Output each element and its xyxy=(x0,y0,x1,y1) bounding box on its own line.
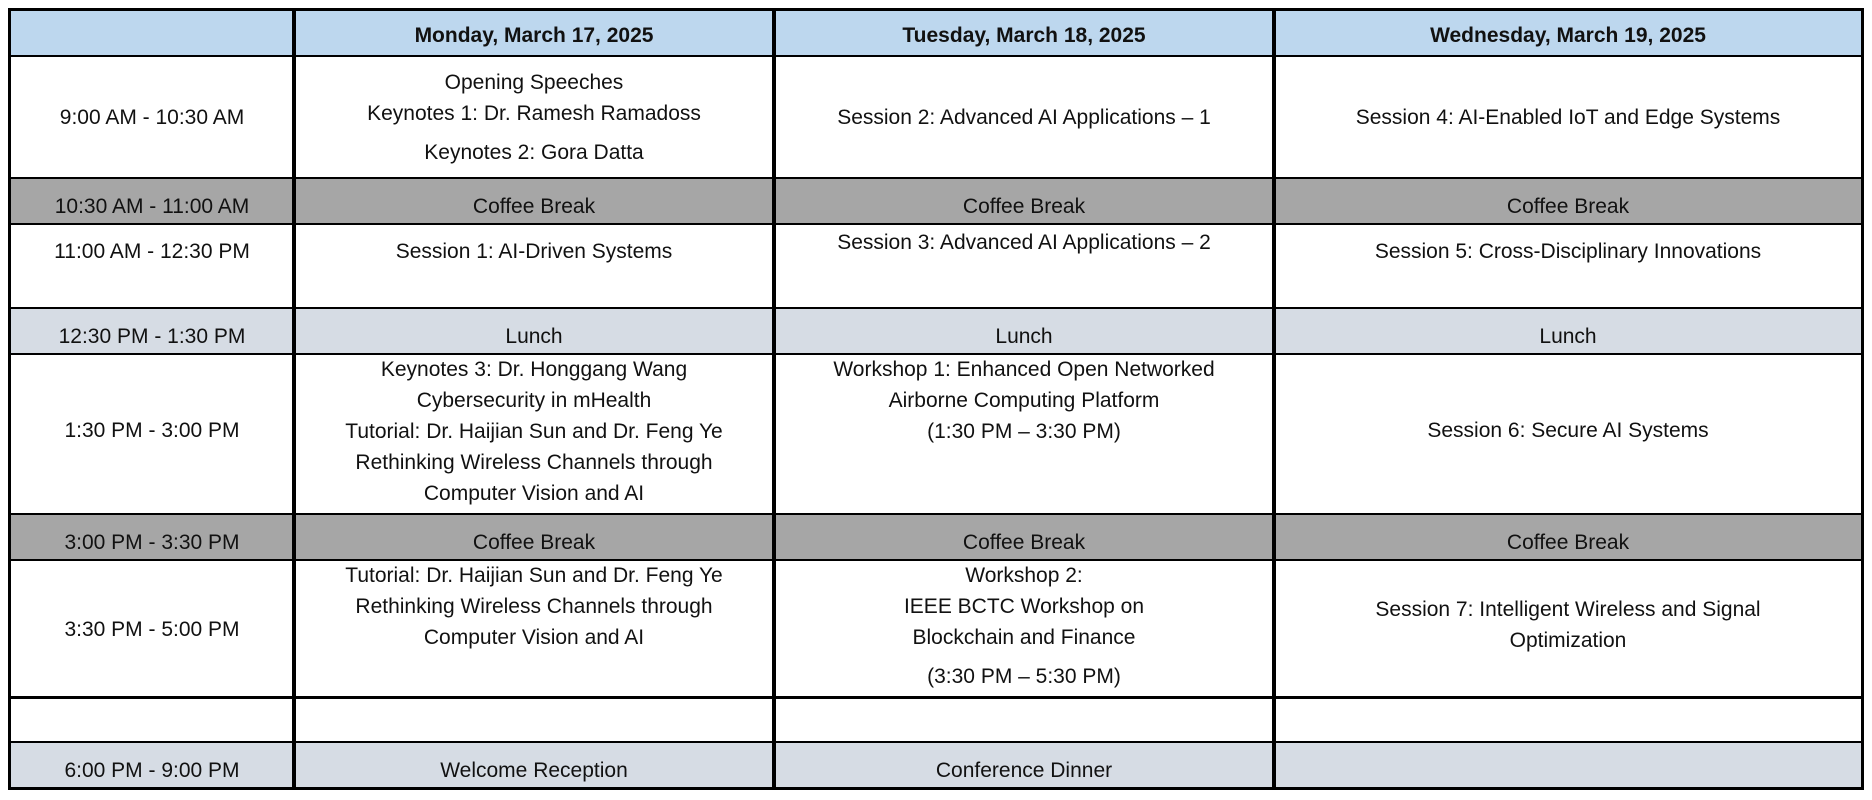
monday-cell xyxy=(294,224,774,308)
grid-line xyxy=(1861,8,1864,790)
entry-line: Lunch xyxy=(505,325,563,348)
time-cell xyxy=(10,224,294,308)
entry-line: Opening Speeches xyxy=(444,70,624,94)
grid-line xyxy=(292,8,296,790)
header-day-wednesday xyxy=(1274,10,1862,56)
tuesday-cell xyxy=(774,56,1274,178)
time-cell xyxy=(10,514,294,560)
entry-line: Keynotes 2: Gora Datta xyxy=(424,140,644,164)
entry-line: Computer Vision and AI xyxy=(423,482,645,505)
monday-cell xyxy=(294,308,774,354)
entry-line: Coffee Break xyxy=(1506,195,1630,218)
grid-line xyxy=(8,8,11,790)
monday-cell xyxy=(294,560,774,698)
entry-line: Session 7: Intelligent Wireless and Signal xyxy=(1375,598,1761,621)
grid-line xyxy=(8,787,1864,790)
wednesday-cell xyxy=(1274,224,1862,308)
entry-line: Optimization xyxy=(1509,629,1627,652)
time-cell xyxy=(10,698,294,742)
grid-line xyxy=(772,8,776,790)
wednesday-cell xyxy=(1274,514,1862,560)
wednesday-cell xyxy=(1274,698,1862,742)
entry-line: Session 2: Advanced AI Applications – 1 xyxy=(837,105,1211,129)
entry-line: Lunch xyxy=(1539,325,1597,348)
entry-line: Keynotes 1: Dr. Ramesh Ramadoss xyxy=(367,101,701,125)
wednesday-cell xyxy=(1274,56,1862,178)
tuesday-cell xyxy=(774,308,1274,354)
header-text: Monday, March 17, 2025 xyxy=(414,23,654,47)
entry-line: Session 5: Cross-Disciplinary Innovations xyxy=(1374,240,1762,263)
entry-line: Rethinking Wireless Channels through xyxy=(355,451,713,474)
entry-line: Rethinking Wireless Channels through xyxy=(355,595,713,618)
entry-line: Lunch xyxy=(995,325,1053,348)
time-cell xyxy=(10,560,294,698)
tuesday-cell xyxy=(774,560,1274,698)
entry-line: Welcome Reception xyxy=(440,759,628,782)
entry-line: Computer Vision and AI xyxy=(423,626,645,649)
entry-line: (1:30 PM – 3:30 PM) xyxy=(927,420,1121,443)
tuesday-cell xyxy=(774,224,1274,308)
monday-cell xyxy=(294,178,774,224)
header-text: Wednesday, March 19, 2025 xyxy=(1430,23,1706,47)
entry-line: Coffee Break xyxy=(962,195,1086,218)
entry-line: Cybersecurity in mHealth xyxy=(416,389,652,412)
entry-line: Coffee Break xyxy=(472,531,596,554)
entry-line: Tutorial: Dr. Haijian Sun and Dr. Feng Ye xyxy=(345,420,723,443)
time-label: 10:30 AM - 11:00 AM xyxy=(54,195,250,218)
monday-cell xyxy=(294,514,774,560)
header-time-cell xyxy=(10,10,294,56)
grid-line xyxy=(8,696,1864,699)
grid-line xyxy=(8,8,1864,11)
wednesday-cell xyxy=(1274,354,1862,514)
time-cell xyxy=(10,308,294,354)
tuesday-cell xyxy=(774,178,1274,224)
tuesday-cell xyxy=(774,354,1274,514)
time-label: 3:30 PM - 5:00 PM xyxy=(64,617,240,641)
entry-line: Tutorial: Dr. Haijian Sun and Dr. Feng Ye xyxy=(345,564,723,587)
wednesday-cell xyxy=(1274,742,1862,788)
wednesday-cell xyxy=(1274,308,1862,354)
wednesday-cell xyxy=(1274,560,1862,698)
wednesday-cell xyxy=(1274,178,1862,224)
header-day-tuesday xyxy=(774,10,1274,56)
time-label: 1:30 PM - 3:00 PM xyxy=(64,418,240,442)
entry-line: Coffee Break xyxy=(472,195,596,218)
header-text: Tuesday, March 18, 2025 xyxy=(902,23,1146,47)
entry-line: Workshop 2: xyxy=(965,564,1083,587)
time-label: 3:00 PM - 3:30 PM xyxy=(64,531,240,554)
entry-line: Conference Dinner xyxy=(935,759,1113,782)
monday-cell xyxy=(294,742,774,788)
time-label: 12:30 PM - 1:30 PM xyxy=(58,325,246,348)
grid-line xyxy=(8,741,1864,743)
tuesday-cell xyxy=(774,742,1274,788)
monday-cell xyxy=(294,354,774,514)
grid-line xyxy=(8,177,1864,179)
grid-line xyxy=(8,353,1864,355)
entry-line: Coffee Break xyxy=(1506,531,1630,554)
tuesday-cell xyxy=(774,698,1274,742)
time-cell xyxy=(10,742,294,788)
time-cell xyxy=(10,56,294,178)
entry-line: Airborne Computing Platform xyxy=(888,389,1160,412)
grid-line xyxy=(8,55,1864,57)
entry-line: Session 4: AI-Enabled IoT and Edge Systems xyxy=(1355,105,1781,129)
tuesday-cell xyxy=(774,514,1274,560)
grid-line xyxy=(8,307,1864,309)
entry-line: Workshop 1: Enhanced Open Networked xyxy=(833,358,1215,381)
time-cell xyxy=(10,178,294,224)
entry-line: Blockchain and Finance xyxy=(912,626,1136,649)
time-label: 9:00 AM - 10:30 AM xyxy=(59,105,245,129)
time-label: 6:00 PM - 9:00 PM xyxy=(64,759,240,782)
time-cell xyxy=(10,354,294,514)
entry-line: Keynotes 3: Dr. Honggang Wang xyxy=(380,358,688,381)
entry-line: Session 6: Secure AI Systems xyxy=(1427,418,1709,442)
grid-line xyxy=(8,559,1864,561)
entry-line: IEEE BCTC Workshop on xyxy=(903,595,1145,618)
grid-line xyxy=(1272,8,1276,790)
monday-cell xyxy=(294,56,774,178)
entry-line: Session 1: AI-Driven Systems xyxy=(395,240,673,263)
entry-line: (3:30 PM – 5:30 PM) xyxy=(927,665,1121,688)
grid-line xyxy=(8,513,1864,515)
monday-cell xyxy=(294,698,774,742)
grid-line xyxy=(8,223,1864,225)
entry-line: Session 3: Advanced AI Applications – 2 xyxy=(837,231,1211,254)
time-label: 11:00 AM - 12:30 PM xyxy=(54,240,250,263)
header-day-monday xyxy=(294,10,774,56)
entry-line: Coffee Break xyxy=(962,531,1086,554)
